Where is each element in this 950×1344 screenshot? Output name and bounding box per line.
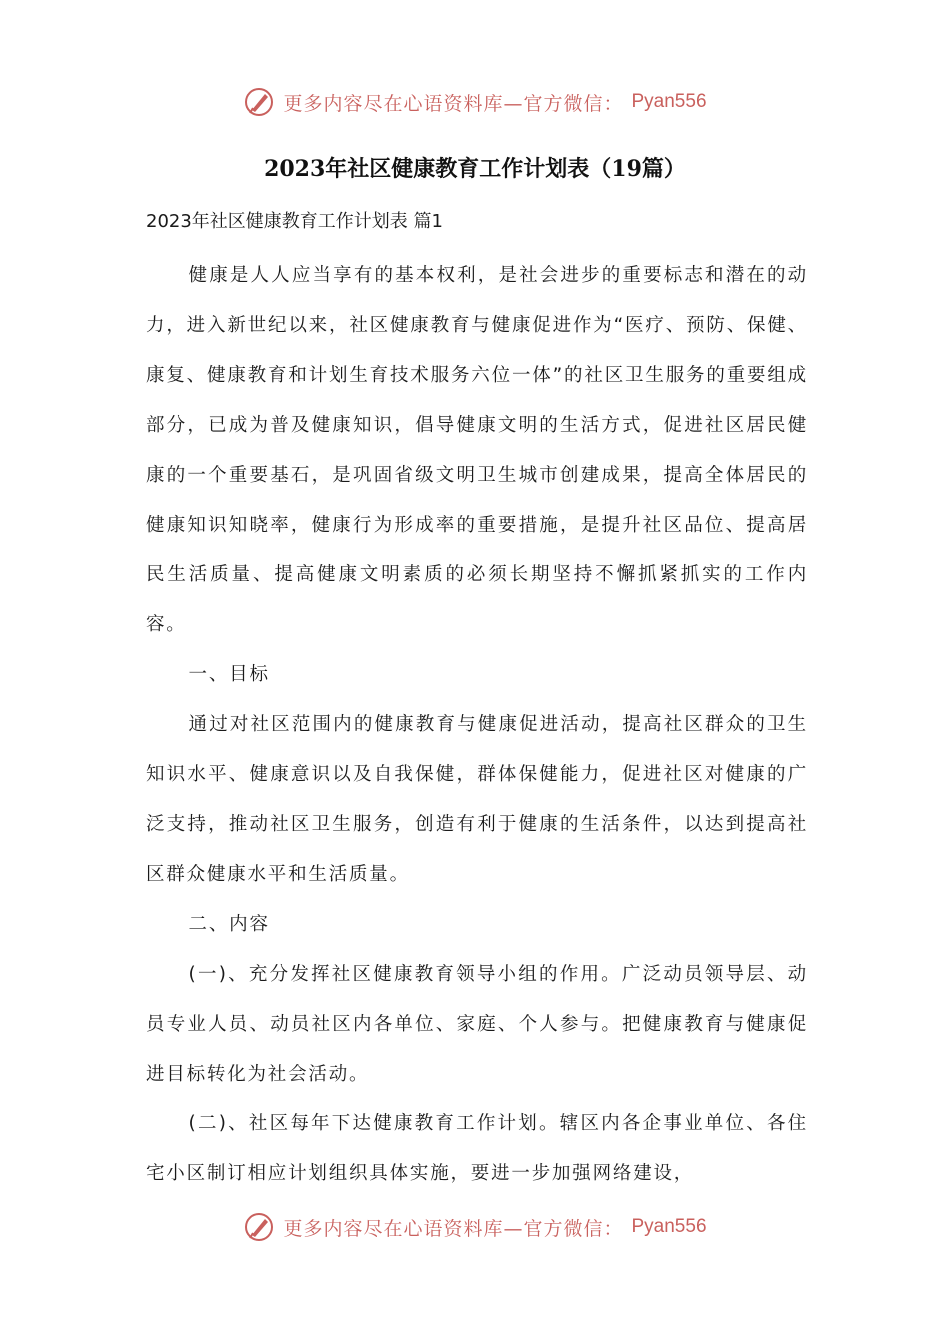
document-title: 2023年社区健康教育工作计划表（19篇） (264, 156, 686, 182)
paragraph-item-2: (二)、社区每年下达健康教育工作计划。辖区内各企事业单位、各住宅小区制订相应计划组织具体实施，要进一步加强网络建设， (146, 1113, 808, 1185)
watermark-text: 更多内容尽在心语资料库—官方微信： (283, 92, 624, 115)
pen-feather-icon (243, 1211, 275, 1243)
watermark-header (0, 86, 950, 118)
paragraph-goal: 通过对社区范围内的健康教育与健康促进活动，提高社区群众的卫生知识水平、健康意识以及自我保健，群体保健能力，促进社区对健康的广泛支持，推动社区卫生服务，创造有利于健康的生活条件，以达到提高社区群众健康水平和生活质量。 (146, 714, 808, 885)
document-subtitle: 2023年社区健康教育工作计划表 篇1 (146, 211, 443, 232)
heading-goal: 一、目标 (188, 664, 270, 686)
pen-feather-icon (243, 86, 275, 118)
watermark-wechat: Pyan556 (631, 1216, 707, 1237)
watermark-wechat: Pyan556 (631, 91, 707, 112)
watermark-footer (0, 1211, 950, 1243)
heading-content: 二、内容 (188, 913, 270, 935)
paragraph-intro: 健康是人人应当享有的基本权利，是社会进步的重要标志和潜在的动力，进入新世纪以来，社区健康教育与健康促进作为“医疗、预防、保健、康复、健康教育和计划生育技术服务六位一体”的社区卫生服务的重要组成部分，已成为普及健康知识，倡导健康文明的生活方式，促进社区居民健康的一个重要基石，是巩固省级文明卫生城市创建成果，提高全体居民的健康知识知晓率，健康行为形成率的重要措施，是提升社区品位、提高居民生活质量、提高健康文明素质的必须长期坚持不懈抓紧抓实的工作内容。 (146, 265, 808, 636)
document-body (146, 251, 808, 1199)
paragraph-item-1: (一)、充分发挥社区健康教育领导小组的作用。广泛动员领导层、动员专业人员、动员社区内各单位、家庭、个人参与。把健康教育与健康促进目标转化为社会活动。 (146, 963, 808, 1085)
watermark-text: 更多内容尽在心语资料库—官方微信： (283, 1217, 624, 1240)
